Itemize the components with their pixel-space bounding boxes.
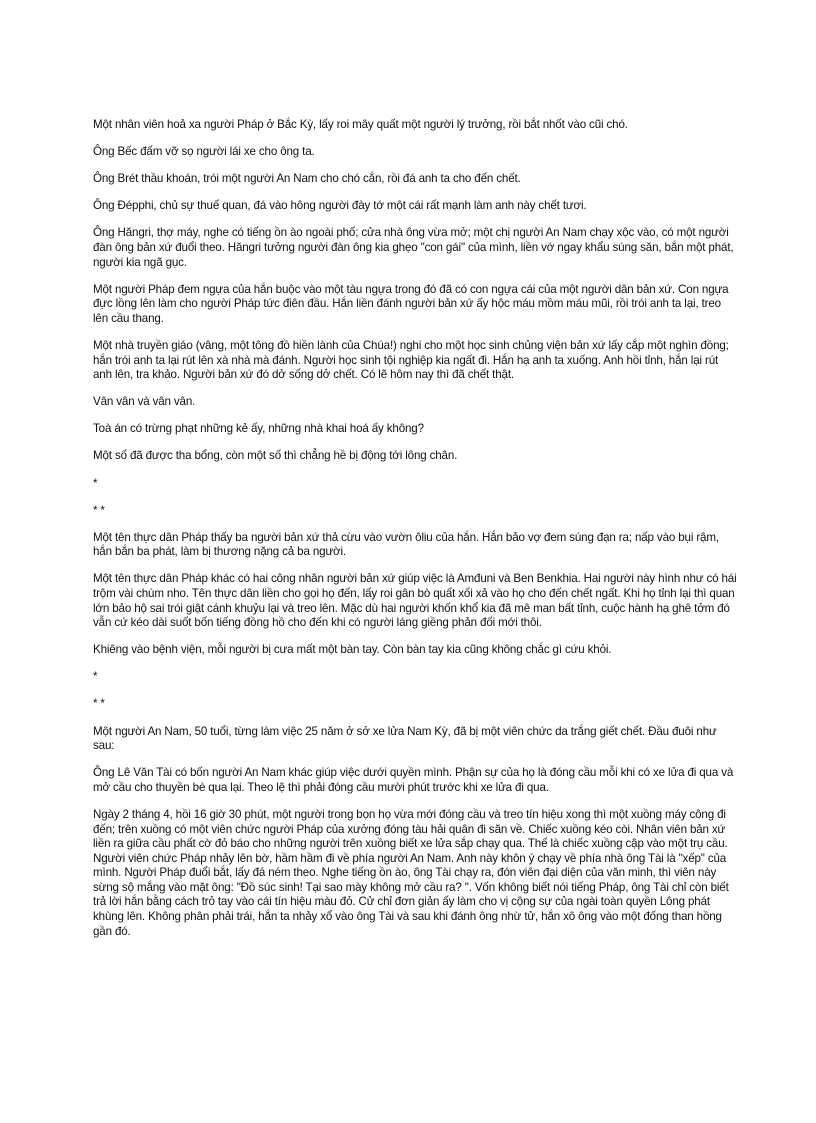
document-body bbox=[93, 118, 738, 952]
paragraph: Toà án có trừng phạt những kẻ ấy, những nhà khai hoá ấy không? bbox=[93, 422, 424, 436]
section-separator: * bbox=[93, 476, 98, 490]
paragraph: Ông Bếc đấm vỡ sọ người lái xe cho ông ta. bbox=[93, 145, 315, 159]
paragraph: Khiêng vào bệnh viện, mỗi người bị cưa mất một bàn tay. Còn bàn tay kia cũng không chắc gì cứu khỏi. bbox=[93, 643, 612, 657]
paragraph: Một người Pháp đem ngựa của hắn buộc vào một tàu ngựa trong đó đã có con ngựa cái của một người dân bản xứ. Con ngựa đực lồng lên làm cho người Pháp tức điên đầu. Hắn liền đánh người bản xứ ấy hộc máu mồm máu mũi, rồi trói anh ta lại, treo lên cầu thang. bbox=[93, 282, 729, 325]
paragraph: Ông Brét thầu khoán, trói một người An Nam cho chó cắn, rồi đá anh ta cho đến chết. bbox=[93, 172, 521, 186]
section-separator: * bbox=[93, 670, 98, 684]
paragraph: Ngày 2 tháng 4, hồi 16 giờ 30 phút, một người trong bọn họ vừa mới đóng cầu và treo tín hiệu xong thì một xuồng máy công đi đến; trên xuồng có một viên chức người Pháp của xưởng đóng tàu hải quân đi săn về. Chiếc xuồng kéo còi. Nhân viên bản xứ liền ra giữa cầu phất cờ đỏ báo cho những người trên xuồng biết xe lửa sắp chạy qua. Thế là chiếc xuồng cập vào một trụ cầu. Người viên chức Pháp nhảy lên bờ, hầm hầm đi về phía người An Nam. Anh này khôn ý chạy về phía nhà ông Tài là "xếp" của mình. Người Pháp đuổi bắt, lấy đá ném theo. Nghe tiếng ồn ào, ông Tài chạy ra, đón viên đại diện của văn minh, thì viên này sừng sộ mắng vào mặt ông: "Đồ súc sinh! Tại sao mày không mở cầu ra? ". Vốn không biết nói tiếng Pháp, ông Tài chỉ còn biết trả lời hắn bằng cách trỏ tay vào cái tín hiệu màu đỏ. Cử chỉ đơn giản ấy làm cho vị cộng sự của ngài toàn quyền Lông phát khùng lên. Không phân phải trái, hắn ta nhảy xổ vào ông Tài và sau khi đánh ông nhừ tử, hắn xô ông vào một đống than hồng gần đó. bbox=[93, 807, 729, 938]
section-separator: * * bbox=[93, 697, 105, 711]
paragraph: Vân vân và vân vân. bbox=[93, 395, 196, 409]
paragraph: Một số đã được tha bổng, còn một số thì chẳng hề bị động tới lông chân. bbox=[93, 449, 458, 463]
paragraph: Một người An Nam, 50 tuổi, từng làm việc 25 năm ở sở xe lửa Nam Kỳ, đã bị một viên chức da trắng giết chết. Đầu đuôi như sau: bbox=[93, 724, 717, 753]
paragraph: Ông Lê Văn Tài có bốn người An Nam khác giúp việc dưới quyền mình. Phận sự của họ là đóng cầu mỗi khi có xe lửa đi qua và mở cầu cho thuyền bè qua lại. Theo lệ thì phải đóng cầu mười phút trước khi xe lửa đi qua. bbox=[93, 766, 734, 794]
paragraph: Ông Hăngri, thợ máy, nghe có tiếng ồn ào ngoài phố; cửa nhà ông vừa mở; một chị người An Nam chạy xộc vào, có một người đàn ông bản xứ đuổi theo. Hăngri tưởng người đàn ông kia ghẹo "con gái" của mình, liền vớ ngay khẩu súng săn, bắn một phát, người kia ngã gục. bbox=[93, 226, 734, 269]
paragraph: Một nhân viên hoả xa người Pháp ở Bắc Kỳ, lấy roi mây quất một người lý trưởng, rồi bắt nhốt vào cũi chó. bbox=[93, 118, 628, 131]
section-separator: * * bbox=[93, 503, 105, 517]
paragraph: Một nhà truyền giáo (vâng, một tông đồ hiền lành của Chúa!) nghi cho một học sinh chủng viện bản xứ lấy cắp một nghìn đồng; hắn trói anh ta lại rút lên xà nhà mà đánh. Người học sinh tội nghiệp kia ngất đi. Hắn hạ anh ta xuống. Anh hồi tỉnh, hắn lại rút anh lên, tra khảo. Người bản xứ đó dở sống dở chết. Có lẽ hôm nay thì đã chết thật. bbox=[93, 338, 729, 382]
paragraph: Một tên thực dân Pháp thấy ba người bản xứ thả cừu vào vườn ôliu của hắn. Hắn bảo vợ đem súng đạn ra; nấp vào bụi rậm, hắn bắn ba phát, làm bị thương nặng cả ba người. bbox=[93, 530, 719, 559]
paragraph: Một tên thực dân Pháp khác có hai công nhân người bản xứ giúp việc là Amđuni và Ben Benkhia. Hai người này hình như có hái trộm vài chùm nho. Tên thực dân liền cho gọi họ đến, lấy roi gân bò quất xối xả vào họ cho đến chết ngất. Khi họ tỉnh lại thì quan lớn bảo hộ sai trói giật cánh khuỷu lại và treo lên. Mặc dù hai người khốn khổ kia đã mê man bất tỉnh, cuộc hành hạ ghê tởm đó vẫn cứ kéo dài suốt bốn tiếng đồng hồ cho đến khi có người láng giềng phản đối mới thôi. bbox=[93, 572, 737, 630]
paragraph: Ông Đépphi, chủ sự thuế quan, đá vào hông người đày tớ một cái rất mạnh làm anh này chết tươi. bbox=[93, 199, 587, 213]
